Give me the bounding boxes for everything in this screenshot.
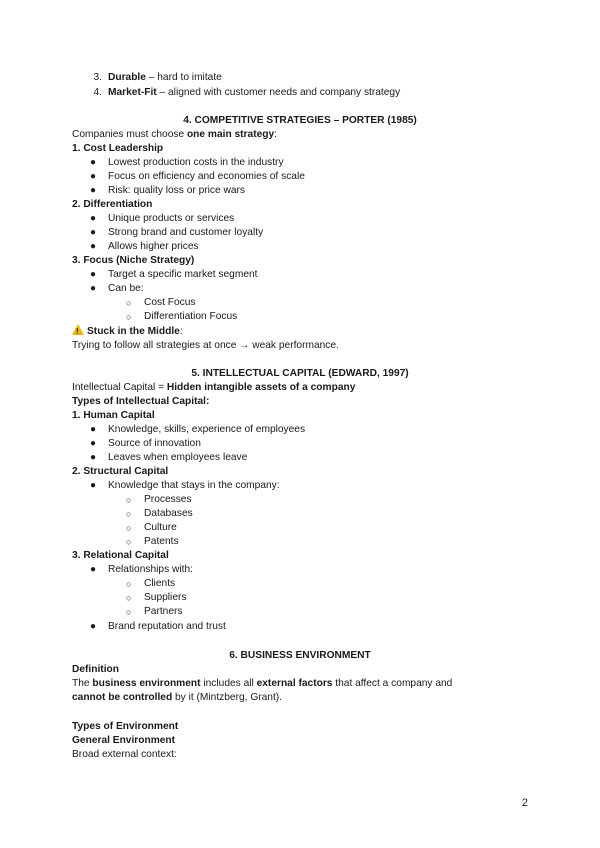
paragraph-text: The bbox=[72, 678, 93, 689]
sub-list-item: Suppliers bbox=[144, 592, 187, 603]
hollow-bullet-icon: ○ bbox=[126, 607, 132, 617]
page-number: 2 bbox=[521, 797, 528, 809]
bullet-icon: ● bbox=[90, 269, 97, 280]
sub-list-item: Databases bbox=[144, 508, 193, 519]
paragraph-text: includes all bbox=[200, 678, 257, 689]
list-item: Brand reputation and trust bbox=[108, 621, 226, 632]
stuck-colon: : bbox=[179, 326, 183, 337]
list-item: Unique products or services bbox=[108, 213, 235, 224]
bullet-icon: ● bbox=[90, 424, 97, 435]
bullet-icon: ● bbox=[90, 171, 97, 182]
stuck-text: Trying to follow all strategies at once → weak performance. bbox=[72, 340, 339, 351]
list-number: 3. bbox=[93, 72, 102, 83]
bullet-icon: ● bbox=[90, 185, 97, 196]
structural-capital-title: 2. Structural Capital bbox=[72, 466, 169, 477]
paragraph-bold: external factors bbox=[256, 678, 333, 689]
paragraph-text: by it (Mintzberg, Grant). bbox=[172, 692, 283, 703]
sub-list-item: Clients bbox=[144, 578, 176, 589]
focus-title: 3. Focus (Niche Strategy) bbox=[72, 255, 195, 266]
bullet-icon: ● bbox=[90, 438, 97, 449]
section-heading-5: 5. INTELLECTUAL CAPITAL (EDWARD, 1997) bbox=[191, 368, 409, 379]
hollow-bullet-icon: ○ bbox=[126, 537, 132, 547]
sub-list-item: Culture bbox=[144, 522, 177, 533]
list-item: Source of innovation bbox=[108, 438, 201, 449]
bullet-icon: ● bbox=[90, 621, 97, 632]
section-heading-4: 4. COMPETITIVE STRATEGIES – PORTER (1985) bbox=[183, 115, 417, 126]
list-item: Leaves when employees leave bbox=[108, 452, 248, 463]
bullet-icon: ● bbox=[90, 241, 97, 252]
sub-list-item: Processes bbox=[144, 494, 192, 505]
list-item: Relationships with: bbox=[108, 564, 193, 575]
list-item-text: – hard to imitate bbox=[145, 72, 222, 83]
differentiation-title: 2. Differentiation bbox=[72, 199, 153, 210]
definition-line bbox=[72, 381, 355, 395]
list-item: Can be: bbox=[108, 283, 144, 294]
hollow-bullet-icon: ○ bbox=[126, 579, 132, 589]
hollow-bullet-icon: ○ bbox=[126, 495, 132, 505]
sub-list-item: Cost Focus bbox=[144, 297, 196, 308]
definition-title: Definition bbox=[72, 664, 119, 675]
sub-list-item: Differentiation Focus bbox=[144, 311, 238, 322]
definition-text: Intellectual Capital = bbox=[72, 382, 167, 393]
stuck-title: Stuck in the Middle bbox=[87, 326, 180, 337]
intro-line bbox=[72, 128, 277, 142]
bullet-icon: ● bbox=[90, 213, 97, 224]
definition-paragraph-line-1 bbox=[72, 677, 452, 691]
section-heading-6: 6. BUSINESS ENVIRONMENT bbox=[229, 650, 371, 661]
list-item: Strong brand and customer loyalty bbox=[108, 227, 264, 238]
list-item: Allows higher prices bbox=[108, 241, 199, 252]
paragraph-text: that affect a company and bbox=[332, 678, 453, 689]
intro-bold: one main strategy bbox=[186, 129, 275, 140]
intro-colon: : bbox=[274, 129, 277, 140]
hollow-bullet-icon: ○ bbox=[126, 593, 132, 603]
list-item: Focus on efficiency and economies of scale bbox=[108, 171, 305, 182]
cost-leadership-title: 1. Cost Leadership bbox=[72, 143, 164, 154]
types-title: Types of Intellectual Capital: bbox=[72, 396, 210, 407]
list-item: Target a specific market segment bbox=[108, 269, 258, 280]
hollow-bullet-icon: ○ bbox=[126, 523, 132, 533]
hollow-bullet-icon: ○ bbox=[126, 298, 132, 308]
warning-icon bbox=[72, 324, 84, 335]
bullet-icon: ● bbox=[90, 480, 97, 491]
list-item bbox=[108, 71, 222, 85]
list-item-bold: Durable bbox=[108, 72, 146, 83]
bullet-icon: ● bbox=[90, 283, 97, 294]
relational-capital-title: 3. Relational Capital bbox=[72, 550, 169, 561]
definition-bold: Hidden intangible assets of a company bbox=[166, 382, 356, 393]
list-item: Lowest production costs in the industry bbox=[108, 157, 284, 168]
list-item: Knowledge that stays in the company: bbox=[108, 480, 280, 491]
bullet-icon: ● bbox=[90, 452, 97, 463]
hollow-bullet-icon: ○ bbox=[126, 509, 132, 519]
types-of-environment-title: Types of Environment bbox=[72, 721, 179, 732]
sub-list-item: Partners bbox=[144, 606, 183, 617]
list-item: Knowledge, skills, experience of employees bbox=[108, 424, 306, 435]
paragraph-bold: business environment bbox=[92, 678, 201, 689]
list-number: 4. bbox=[93, 87, 102, 98]
sub-list-item: Patents bbox=[144, 536, 179, 547]
bullet-icon: ● bbox=[90, 564, 97, 575]
broad-context-text: Broad external context: bbox=[72, 749, 177, 760]
list-item-text: – aligned with customer needs and company strategy bbox=[156, 87, 401, 98]
general-environment-title: General Environment bbox=[72, 735, 176, 746]
bullet-icon: ● bbox=[90, 227, 97, 238]
paragraph-bold: cannot be controlled bbox=[72, 692, 173, 703]
intro-text: Companies must choose bbox=[72, 129, 187, 140]
definition-paragraph-line-2 bbox=[72, 691, 282, 705]
list-item bbox=[108, 86, 400, 100]
list-item-bold: Market-Fit bbox=[108, 87, 157, 98]
stuck-line bbox=[72, 324, 183, 339]
bullet-icon: ● bbox=[90, 157, 97, 168]
list-item: Risk: quality loss or price wars bbox=[108, 185, 246, 196]
human-capital-title: 1. Human Capital bbox=[72, 410, 155, 421]
hollow-bullet-icon: ○ bbox=[126, 312, 132, 322]
